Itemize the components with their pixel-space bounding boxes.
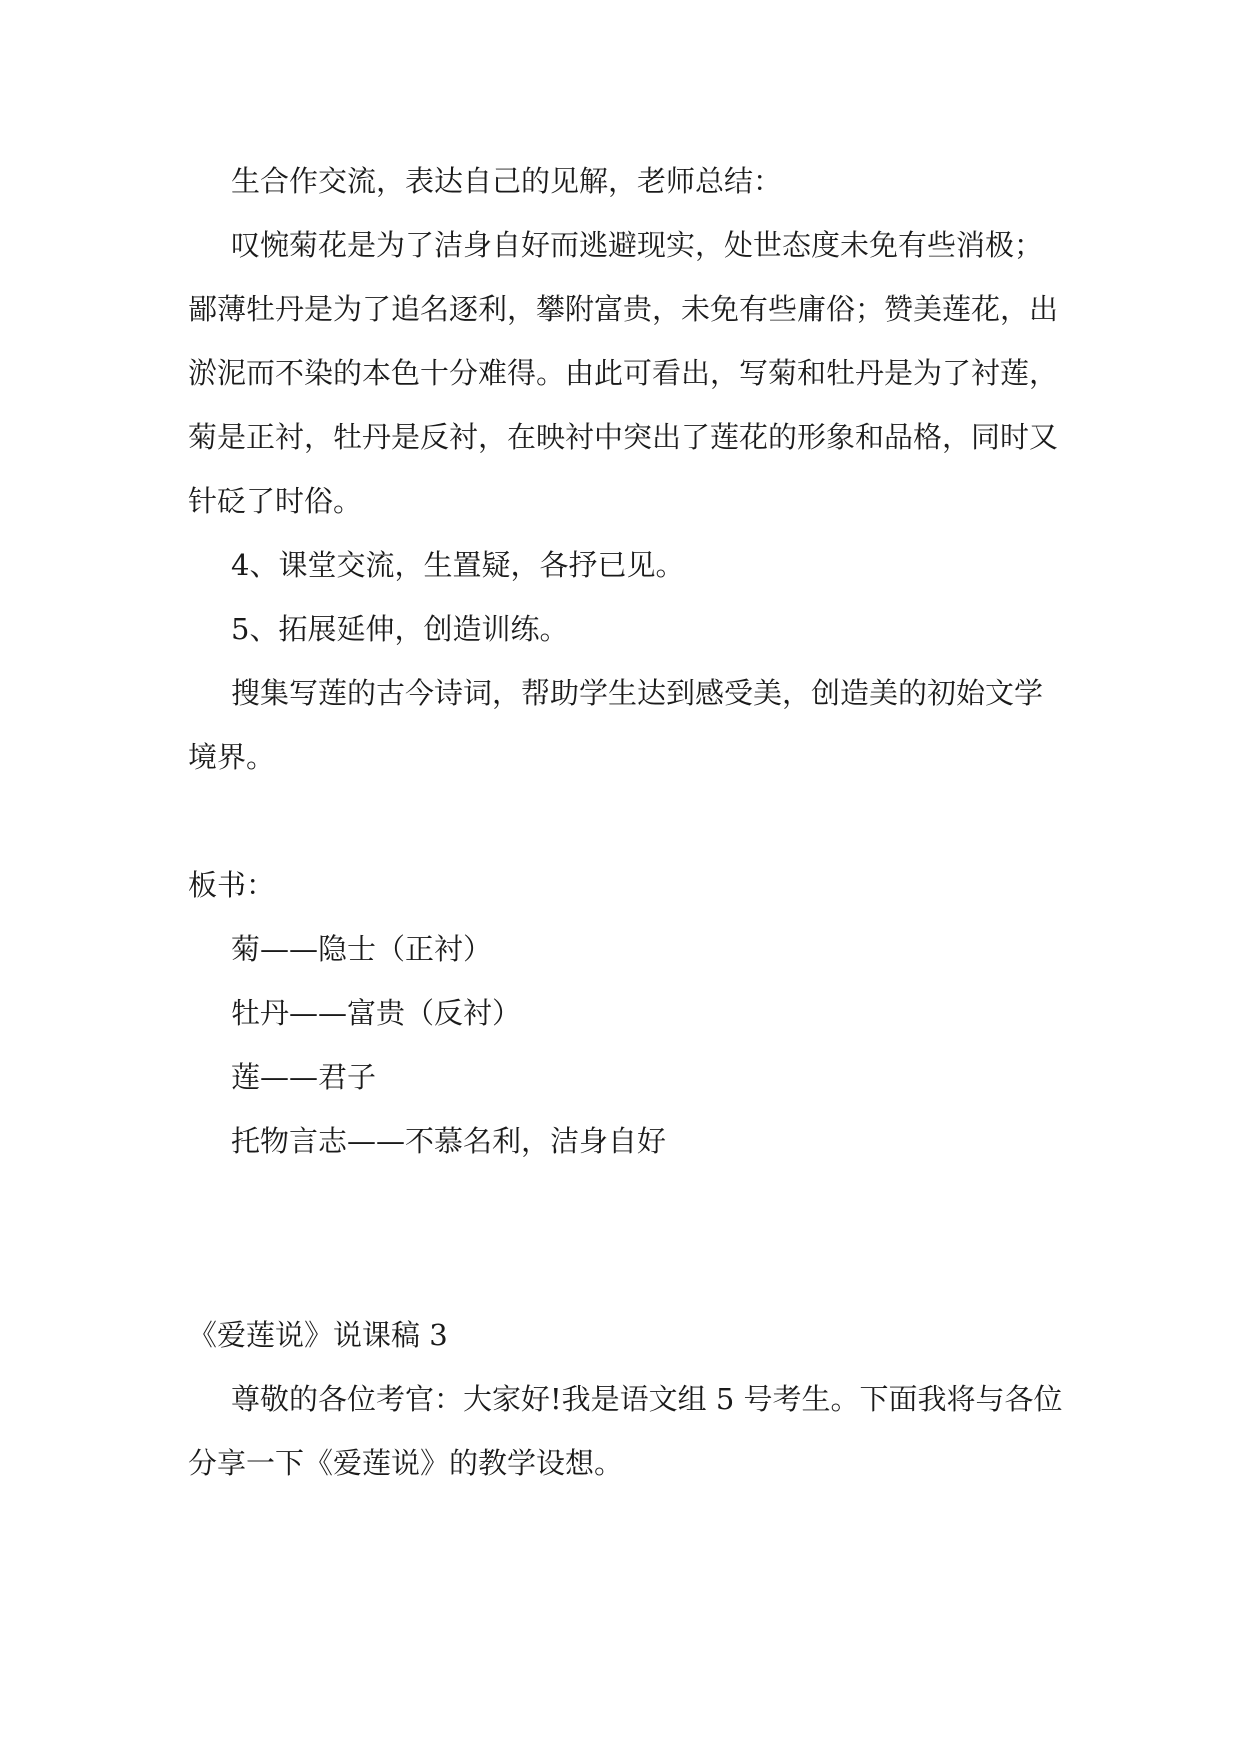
board-item: 托物言志——不慕名利，洁身自好 (231, 1124, 667, 1158)
paragraph-line: 针砭了时俗。 (188, 484, 363, 518)
paragraph-line: 分享一下《爱莲说》的教学设想。 (188, 1446, 624, 1480)
paragraph-line: 尊敬的各位考官：大家好!我是语文组 5 号考生。下面我将与各位 (231, 1382, 1063, 1416)
section-title: 《爱莲说》说课稿 3 (188, 1318, 448, 1352)
board-item: 牡丹——富贵（反衬） (231, 996, 522, 1030)
paragraph-line: 搜集写莲的古今诗词，帮助学生达到感受美，创造美的初始文学 (231, 676, 1044, 710)
board-item: 莲——君子 (231, 1060, 377, 1094)
paragraph-line: 境界。 (188, 740, 276, 774)
paragraph-line: 淤泥而不染的本色十分难得。由此可看出，写菊和牡丹是为了衬莲， (188, 356, 1059, 390)
paragraph-line: 生合作交流，表达自己的见解，老师总结： (231, 164, 783, 198)
board-item: 菊——隐士（正衬） (231, 932, 493, 966)
paragraph-line: 菊是正衬，牡丹是反衬，在映衬中突出了莲花的形象和品格，同时又 (188, 420, 1059, 454)
step-item: 5、拓展延伸，创造训练。 (231, 612, 569, 646)
paragraph-line: 叹惋菊花是为了洁身自好而逃避现实，处世态度未免有些消极； (231, 228, 1044, 262)
board-heading: 板书： (188, 868, 276, 902)
step-item: 4、课堂交流，生置疑，各抒已见。 (231, 548, 685, 582)
paragraph-line: 鄙薄牡丹是为了追名逐利，攀附富贵，未免有些庸俗；赞美莲花，出 (188, 292, 1059, 326)
